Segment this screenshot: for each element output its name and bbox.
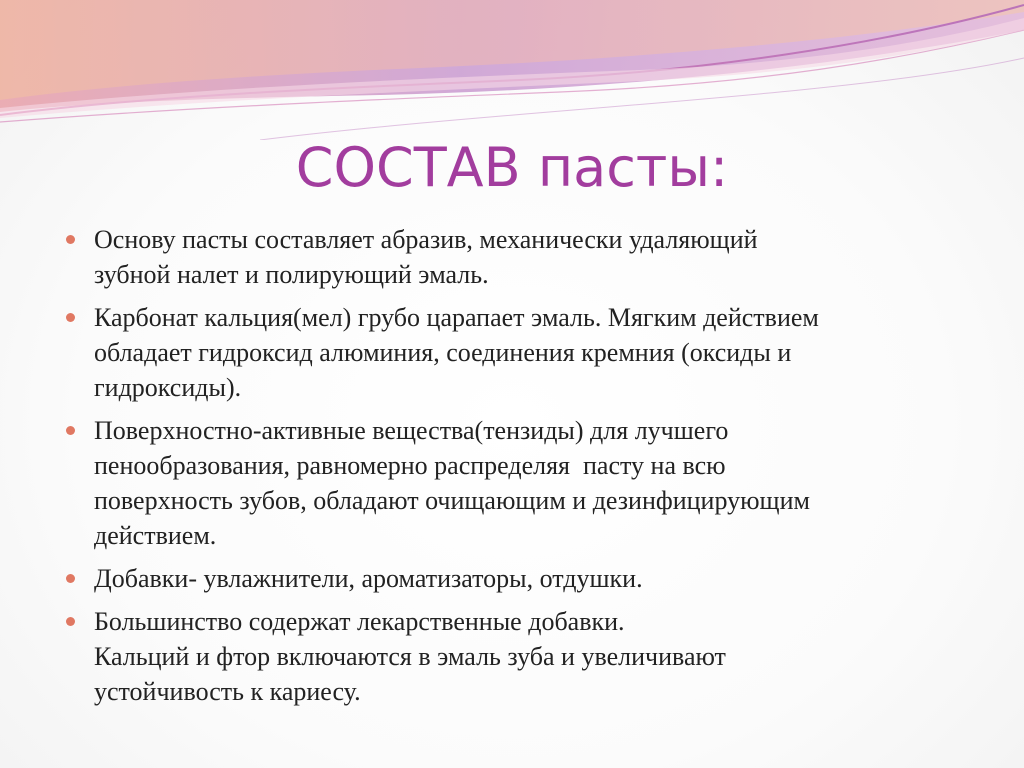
bullet-dot-icon xyxy=(66,426,75,435)
bullet-item xyxy=(62,222,962,292)
bullet-item xyxy=(62,561,962,596)
bullet-dot-icon xyxy=(66,574,75,583)
slide-title: СОСТАВ пасты: xyxy=(295,136,729,199)
bullet-text-line: Поверхностно-активные вещества(тензиды) для лучшего xyxy=(94,416,729,445)
bullet-text-line: Добавки- увлажнители, ароматизаторы, отдушки. xyxy=(94,564,643,593)
bullet-text-line: Большинство содержат лекарственные добавки. xyxy=(94,607,625,636)
bullet-text-line: Карбонат кальция(мел) грубо царапает эмаль. Мягким действием xyxy=(94,303,819,332)
bullet-text-line: пенообразования, равномерно распределяя пасту на всю xyxy=(94,451,726,480)
bullet-text-line: зубной налет и полирующий эмаль. xyxy=(94,260,489,289)
bullet-item xyxy=(62,300,962,405)
bullet-item xyxy=(62,413,962,553)
bullet-text-line: поверхность зубов, обладают очищающим и дезинфицирующим xyxy=(94,486,810,515)
bullet-dot-icon xyxy=(66,313,75,322)
bullet-text-line: гидроксиды). xyxy=(94,373,242,402)
bullet-text-line: Кальций и фтор включаются в эмаль зуба и увеличивают xyxy=(94,642,726,671)
bullet-dot-icon xyxy=(66,617,75,626)
bullet-list xyxy=(62,222,962,717)
bullet-item xyxy=(62,604,962,709)
bullet-text-line: действием. xyxy=(94,521,217,550)
bullet-text-line: Основу пасты составляет абразив, механически удаляющий xyxy=(94,225,758,254)
bullet-dot-icon xyxy=(66,235,75,244)
bullet-text-line: устойчивость к кариесу. xyxy=(94,677,361,706)
bullet-text-line: обладает гидроксид алюминия, соединения кремния (оксиды и xyxy=(94,338,792,367)
header-wave-decoration xyxy=(0,0,1024,140)
